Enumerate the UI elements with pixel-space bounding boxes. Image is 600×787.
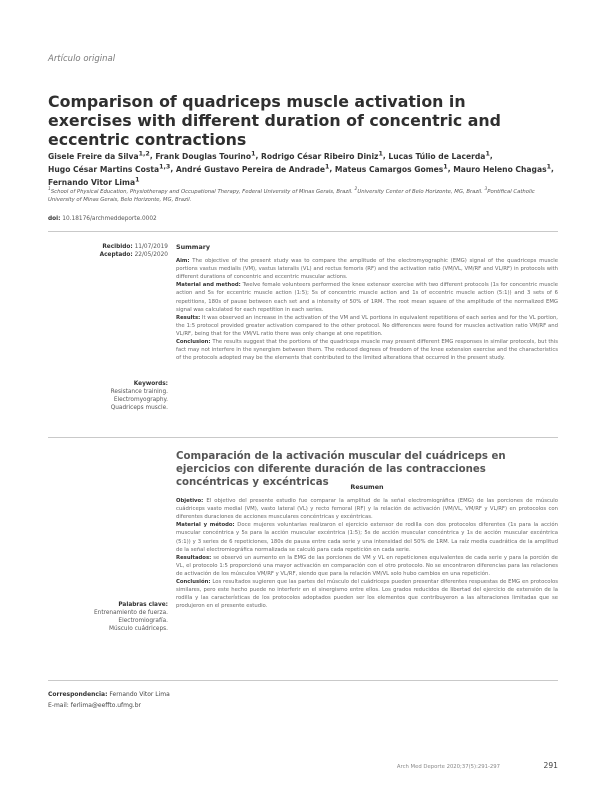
doi: doi: 10.18176/archmeddeporte.0002 <box>48 216 157 222</box>
author[interactable]: Mauro Heleno Chagas$^1$ <box>453 163 552 174</box>
divider <box>48 437 558 438</box>
divider <box>48 680 558 681</box>
doi-link[interactable]: 10.18176/archmeddeporte.0002 <box>62 216 157 222</box>
resumen <box>176 483 558 610</box>
email-link[interactable]: ferlima@eeffto.ufmg.br <box>70 702 141 709</box>
dates: Recibido: 11/07/2019 Aceptado: 22/05/2020 <box>99 244 168 258</box>
affiliations: $^1$School of Physical Education, Physiotherapy and Occupational Therapy, Federal University of Minas Gerais, Brazil. $^2$University Center of Belo Horizonte, MG, Brazil. $^3$Pontifical Catholic University of Minas Gerais, Belo Horizonte, MG, Brazil. <box>48 187 535 203</box>
article-title: Comparison of quadriceps muscle activation in exercises with different duration of concentric and eccentric contractions <box>48 92 501 149</box>
summary <box>176 243 558 362</box>
summary-aim: Aim: The objective of the present study was to compare the amplitude of the electromyographic (EMG) signal of the quadriceps muscle portions vastus medialis (VM), vastus lateralis (VL) and rectus femoris (RF) and the activation ratio (VM/VL, VM/RF and VL/RF) in protocols with different durations of concentric and eccentric muscular actions. <box>176 258 559 281</box>
resumen-heading: Resumen <box>350 483 384 491</box>
page-number: 291 <box>543 761 558 770</box>
summary-conclusion: Conclusion: The results suggest that the portions of the quadriceps muscle may present different EMG responses in similar protocols, but this fact may not interfere in the synergism between them. The reduced degrees of freedom of the knee extension exercise and the characteristics of the protocols adopted may be the elements that contributed to the limited alterations that occurred in the present study. <box>176 339 558 362</box>
author[interactable]: Lucas Túlio de Lacerda$^1$ <box>388 150 490 161</box>
summary-results: Results: It was observed an increase in the activation of the VM and VL portions in equivalent repetitions of each series and for the VL portion, the 1:5 protocol provided greater activation compared to the other protocol. No differences were found for muscles activation ratio VM/RF and VL/RF, being that for the VM/VL ratio there was only change at one repetition. <box>176 314 558 337</box>
section-label: Artículo original <box>48 54 116 64</box>
author[interactable]: Mateus Camargos Gomes$^1$ <box>334 163 448 174</box>
divider <box>48 231 558 232</box>
summary-methods: Material and method: Twelve female volunteers performed the knee extensor exercise with two different protocols (1s for concentric muscle action and 5s for eccentric muscle action (1:5); 5s of concentric muscle action and 1s of eccentric muscle action (5:1)) and 3 sets of 6 repetitions, 180s of pause between each set and a intensity of 50% of 1RM. The root mean square of the amplitude of the normalized EMG signal was calculated for each repetition in each series. <box>176 282 559 313</box>
resumen-metodo: Material y método: Doce mujeres voluntarias realizaron el ejercicio extensor de rodilla con dos protocolos diferentes (1s para la acción muscular concéntrica y 5s para la acción muscular excéntrica (1:5); 5s de acción muscular concéntrica y 1s de acción muscular excéntrica (5:1)) y 3 series de 6 repeticiones, 180s de pausa entre cada serie y una intensidad del 50% de 1RM. La raíz media cuadrática de la amplitud de la señal electromiográfica normalizada se calculó para cada repetición en cada serie. <box>176 522 558 553</box>
author[interactable]: Rodrigo César Ribeiro Diniz$^1$ <box>261 150 383 161</box>
journal-citation: Arch Med Deporte 2020;37(5):291-297 <box>396 764 500 770</box>
author[interactable]: André Gustavo Pereira de Andrade$^1$ <box>175 163 330 174</box>
author[interactable]: Hugo César Martins Costa$^{1,3}$ <box>48 163 171 174</box>
author[interactable]: Gisele Freire da Silva$^{1,2}$ <box>48 150 150 161</box>
author[interactable]: Frank Douglas Tourino$^1$ <box>155 150 256 161</box>
summary-heading: Summary <box>176 243 211 251</box>
resumen-resultados: Resultados: se observó un aumento en la EMG de las porciones de VM y VL en repeticiones equivalentes de cada serie y para la porción de VL, el protocolo 1:5 proporcionó una mayor activación en comparación con el otro protocolo. No se encontraron diferencias para las relaciones de activación de los músculos VM/RF y VL/RF, siendo que para la relación VM/VL solo hubo cambios en una repetición. <box>176 554 558 577</box>
keywords-en: Keywords: Resistance training. Electromyography. Quadriceps muscle. <box>110 381 168 411</box>
author[interactable]: Fernando Vitor Lima$^1$ <box>48 176 140 187</box>
keywords-es: Palabras clave: Entrenamiento de fuerza. Electromiografía. Músculo cuádriceps. <box>93 602 168 632</box>
author-list: Gisele Freire da Silva$^{1,2}$, Frank Douglas Tourino$^1$, Rodrigo César Ribeiro Diniz$^1$, Lucas Túlio de Lacerda$^1$, Hugo César Martins Costa$^{1,3}$, André Gustavo Pereira de Andrade$^1$, Mateus Camargos Gomes$^1$, Mauro Heleno Chagas$^1$, Fernando Vitor Lima$^1$ <box>48 150 554 187</box>
correspondence: Correspondencia: Fernando Vitor Lima E-mail: ferlima@eeffto.ufmg.br <box>48 691 170 709</box>
resumen-objetivo: Objetivo: El objetivo del presente estudio fue comparar la amplitud de la señal electromiográfica (EMG) de las porciones de músculo cuádriceps vasto medial (VM), vasto lateral (VL) y recto femoral (RF) y la relación de activación (VM/VL, VM/RF y VL/RF) en protocolos con diferentes duraciones de acciones musculares concéntricas y excéntricas. <box>176 498 558 521</box>
resumen-conclusion: Conclusión: Los resultados sugieren que las partes del músculo del cuádriceps pueden presentar diferentes respuestas de EMG en protocolos similares, pero este hecho puede no interferir en el sinergismo entre ellos. Los grados reducidos de libertad del ejercicio de extensión de la rodilla y las características de los protocolos adoptados pueden ser los elementos que contribuyeron a las alteraciones limitadas que se produjeron en el presente estudio. <box>176 579 558 610</box>
spanish-title: Comparación de la activación muscular del cuádriceps en ejercicios con diferente duración de las contracciones concéntricas y excéntricas <box>176 451 506 488</box>
